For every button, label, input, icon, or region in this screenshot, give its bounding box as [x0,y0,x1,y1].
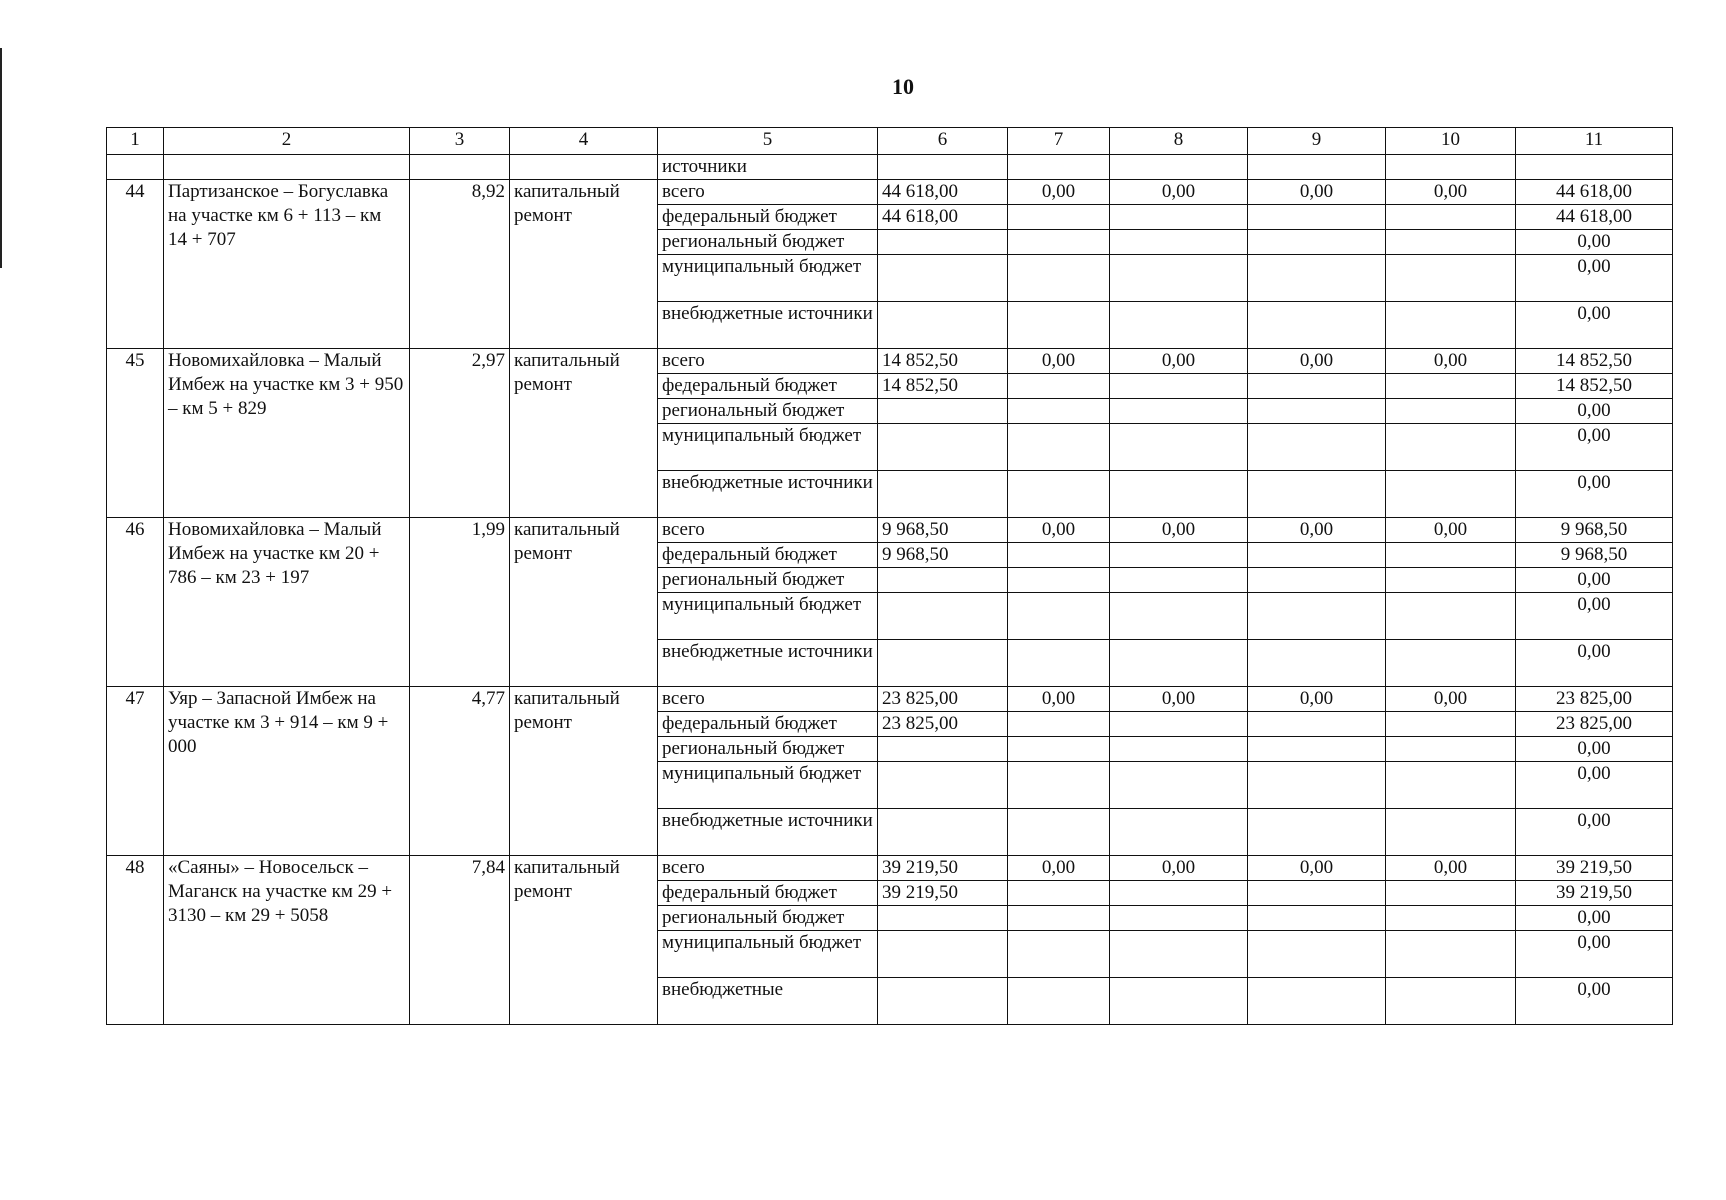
amount-cell: 14 852,50 [878,374,1008,399]
amount-cell [1386,543,1516,568]
column-header: 11 [1516,128,1673,155]
amount-cell [1248,255,1386,302]
table-row [107,518,1673,543]
amount-cell [1008,881,1110,906]
amount-cell [1008,931,1110,978]
amount-cell [1008,737,1110,762]
amount-cell [1110,978,1248,1025]
amount-cell [1110,205,1248,230]
total-amount-cell: 23 825,00 [1516,687,1673,712]
amount-cell [1110,881,1248,906]
column-header: 7 [1008,128,1110,155]
amount-cell [878,230,1008,255]
amount-cell: 39 219,50 [878,881,1008,906]
amount-cell: 0,00 [1386,518,1516,543]
entry-number-cell: 45 [107,349,164,518]
total-amount-cell: 23 825,00 [1516,712,1673,737]
column-header: 8 [1110,128,1248,155]
column-header: 1 [107,128,164,155]
funding-source-cell: региональный бюджет [658,737,878,762]
amount-cell [1386,302,1516,349]
entry-number-cell: 47 [107,687,164,856]
amount-cell [1008,978,1110,1025]
total-amount-cell: 0,00 [1516,230,1673,255]
amount-cell [878,593,1008,640]
funding-source-cell: муниципальный бюджет [658,593,878,640]
total-amount-cell: 14 852,50 [1516,349,1673,374]
amount-cell [1008,471,1110,518]
table-cell [1248,155,1386,180]
amount-cell: 39 219,50 [878,856,1008,881]
amount-cell [1248,906,1386,931]
amount-cell [878,568,1008,593]
amount-cell [1008,374,1110,399]
amount-cell [1386,712,1516,737]
amount-cell [878,424,1008,471]
amount-cell [1008,399,1110,424]
amount-cell [1248,205,1386,230]
column-header: 6 [878,128,1008,155]
funding-source-cell: муниципальный бюджет [658,762,878,809]
work-type-cell: капитальный ремонт [510,856,658,1025]
funding-source-cell: федеральный бюджет [658,205,878,230]
total-amount-cell: 0,00 [1516,640,1673,687]
amount-cell [1386,568,1516,593]
funding-source-cell: внебюджетные источники [658,302,878,349]
funding-source-cell: источники [658,155,878,180]
total-amount-cell: 9 968,50 [1516,518,1673,543]
table-cell [1516,155,1673,180]
amount-cell [1386,809,1516,856]
table-row [107,349,1673,374]
total-amount-cell: 9 968,50 [1516,543,1673,568]
table-row [107,180,1673,205]
amount-cell: 0,00 [1248,518,1386,543]
entry-number-cell: 48 [107,856,164,1025]
amount-cell [1008,640,1110,687]
total-amount-cell: 39 219,50 [1516,856,1673,881]
table-body [107,155,1673,1025]
amount-cell: 0,00 [1110,518,1248,543]
amount-cell [878,809,1008,856]
amount-cell [1008,255,1110,302]
amount-cell [878,906,1008,931]
funding-source-cell: региональный бюджет [658,230,878,255]
table-cell [1386,155,1516,180]
work-type-cell: капитальный ремонт [510,687,658,856]
funding-source-cell: муниципальный бюджет [658,931,878,978]
amount-cell [1248,762,1386,809]
total-amount-cell: 0,00 [1516,424,1673,471]
amount-cell [878,255,1008,302]
work-type-cell: капитальный ремонт [510,518,658,687]
amount-cell: 9 968,50 [878,543,1008,568]
amount-cell [1248,737,1386,762]
amount-cell [878,471,1008,518]
column-header: 3 [410,128,510,155]
funding-source-cell: федеральный бюджет [658,712,878,737]
amount-cell [878,302,1008,349]
total-amount-cell: 0,00 [1516,399,1673,424]
amount-cell [1110,712,1248,737]
amount-cell: 9 968,50 [878,518,1008,543]
funding-source-cell: региональный бюджет [658,399,878,424]
amount-cell [1110,737,1248,762]
amount-cell: 0,00 [1248,856,1386,881]
amount-cell [1008,906,1110,931]
funding-source-cell: всего [658,180,878,205]
funding-source-cell: федеральный бюджет [658,881,878,906]
amount-cell [1386,255,1516,302]
amount-cell [1248,302,1386,349]
amount-cell [1110,906,1248,931]
amount-cell [1008,712,1110,737]
amount-cell: 14 852,50 [878,349,1008,374]
length-km-cell: 7,84 [410,856,510,1025]
table-cell [878,155,1008,180]
total-amount-cell: 0,00 [1516,906,1673,931]
amount-cell: 0,00 [1386,687,1516,712]
funding-source-cell: региональный бюджет [658,906,878,931]
amount-cell [1110,762,1248,809]
amount-cell [1248,881,1386,906]
amount-cell: 23 825,00 [878,712,1008,737]
amount-cell [1008,205,1110,230]
amount-cell [1110,399,1248,424]
amount-cell [1386,881,1516,906]
funding-source-cell: муниципальный бюджет [658,255,878,302]
total-amount-cell: 0,00 [1516,302,1673,349]
amount-cell: 0,00 [1008,180,1110,205]
amount-cell: 44 618,00 [878,205,1008,230]
table-cell [107,155,164,180]
funding-source-cell: всего [658,349,878,374]
funding-source-cell: внебюджетные источники [658,640,878,687]
amount-cell [1386,205,1516,230]
amount-cell [1386,906,1516,931]
funding-source-cell: всего [658,518,878,543]
funding-source-cell: внебюджетные [658,978,878,1025]
amount-cell [1386,424,1516,471]
table-row [107,687,1673,712]
amount-cell [878,931,1008,978]
column-header: 2 [164,128,410,155]
total-amount-cell: 44 618,00 [1516,205,1673,230]
amount-cell [1110,568,1248,593]
total-amount-cell: 0,00 [1516,255,1673,302]
total-amount-cell: 44 618,00 [1516,180,1673,205]
amount-cell: 0,00 [1248,180,1386,205]
funding-source-cell: внебюджетные источники [658,471,878,518]
funding-source-cell: всего [658,687,878,712]
amount-cell [1386,374,1516,399]
amount-cell [878,737,1008,762]
amount-cell [1248,374,1386,399]
amount-cell [878,399,1008,424]
road-section-cell: Уяр – Запасной Имбеж на участке км 3 + 914 – км 9 + 000 [164,687,410,856]
table-cell [410,155,510,180]
total-amount-cell: 0,00 [1516,471,1673,518]
amount-cell: 0,00 [1008,349,1110,374]
amount-cell [1248,471,1386,518]
budget-table [106,127,1673,1025]
funding-source-cell: муниципальный бюджет [658,424,878,471]
amount-cell: 0,00 [1248,687,1386,712]
length-km-cell: 8,92 [410,180,510,349]
amount-cell [1008,543,1110,568]
amount-cell [1110,471,1248,518]
total-amount-cell: 0,00 [1516,762,1673,809]
amount-cell: 0,00 [1248,349,1386,374]
amount-cell [1248,568,1386,593]
table-row [107,856,1673,881]
amount-cell [1248,640,1386,687]
amount-cell [1110,593,1248,640]
total-amount-cell: 0,00 [1516,568,1673,593]
amount-cell [1110,424,1248,471]
length-km-cell: 1,99 [410,518,510,687]
amount-cell: 0,00 [1110,349,1248,374]
amount-cell [1386,737,1516,762]
amount-cell [1008,593,1110,640]
amount-cell [1008,568,1110,593]
amount-cell [1008,302,1110,349]
amount-cell [1110,543,1248,568]
amount-cell [1110,374,1248,399]
amount-cell [1110,255,1248,302]
amount-cell [1248,978,1386,1025]
amount-cell [1248,424,1386,471]
amount-cell: 0,00 [1008,856,1110,881]
amount-cell [1248,593,1386,640]
amount-cell: 0,00 [1386,180,1516,205]
funding-source-cell: всего [658,856,878,881]
amount-cell [1386,471,1516,518]
road-section-cell: Новомихайловка – Малый Имбеж на участке км 20 + 786 – км 23 + 197 [164,518,410,687]
total-amount-cell: 0,00 [1516,931,1673,978]
amount-cell [878,640,1008,687]
amount-cell [1248,230,1386,255]
work-type-cell: капитальный ремонт [510,180,658,349]
work-type-cell: капитальный ремонт [510,349,658,518]
amount-cell [1008,809,1110,856]
total-amount-cell: 0,00 [1516,809,1673,856]
table-cell [510,155,658,180]
length-km-cell: 2,97 [410,349,510,518]
amount-cell: 0,00 [1008,518,1110,543]
amount-cell: 0,00 [1110,180,1248,205]
amount-cell [1248,931,1386,978]
amount-cell [1008,424,1110,471]
amount-cell [1110,809,1248,856]
amount-cell [1110,230,1248,255]
table-cell [1008,155,1110,180]
table-cell [164,155,410,180]
column-header: 10 [1386,128,1516,155]
road-section-cell: Новомихайловка – Малый Имбеж на участке км 3 + 950 – км 5 + 829 [164,349,410,518]
total-amount-cell: 0,00 [1516,978,1673,1025]
amount-cell [1008,230,1110,255]
total-amount-cell: 0,00 [1516,593,1673,640]
amount-cell [1386,931,1516,978]
header-row [107,128,1673,155]
amount-cell: 0,00 [1386,856,1516,881]
road-section-cell: «Саяны» – Новосельск – Маганск на участке км 29 + 3130 – км 29 + 5058 [164,856,410,1025]
table-cell [1110,155,1248,180]
amount-cell [1248,809,1386,856]
continuation-row [107,155,1673,180]
amount-cell [1386,640,1516,687]
amount-cell [1386,978,1516,1025]
amount-cell [1110,302,1248,349]
amount-cell: 0,00 [1110,687,1248,712]
road-section-cell: Партизанское – Богуславка на участке км 6 + 113 – км 14 + 707 [164,180,410,349]
total-amount-cell: 0,00 [1516,737,1673,762]
amount-cell: 0,00 [1386,349,1516,374]
funding-source-cell: региональный бюджет [658,568,878,593]
amount-cell [1386,593,1516,640]
column-header: 5 [658,128,878,155]
column-header: 4 [510,128,658,155]
amount-cell: 0,00 [1110,856,1248,881]
funding-source-cell: федеральный бюджет [658,374,878,399]
amount-cell: 23 825,00 [878,687,1008,712]
amount-cell [878,978,1008,1025]
amount-cell [1386,399,1516,424]
total-amount-cell: 14 852,50 [1516,374,1673,399]
page-number: 10 [892,74,914,99]
amount-cell [1110,931,1248,978]
amount-cell [1248,399,1386,424]
amount-cell: 44 618,00 [878,180,1008,205]
amount-cell [1008,762,1110,809]
amount-cell [1386,762,1516,809]
amount-cell [1110,640,1248,687]
amount-cell [1248,543,1386,568]
total-amount-cell: 39 219,50 [1516,881,1673,906]
funding-source-cell: федеральный бюджет [658,543,878,568]
entry-number-cell: 44 [107,180,164,349]
amount-cell [1386,230,1516,255]
funding-source-cell: внебюджетные источники [658,809,878,856]
amount-cell: 0,00 [1008,687,1110,712]
column-header: 9 [1248,128,1386,155]
entry-number-cell: 46 [107,518,164,687]
length-km-cell: 4,77 [410,687,510,856]
amount-cell [878,762,1008,809]
amount-cell [1248,712,1386,737]
